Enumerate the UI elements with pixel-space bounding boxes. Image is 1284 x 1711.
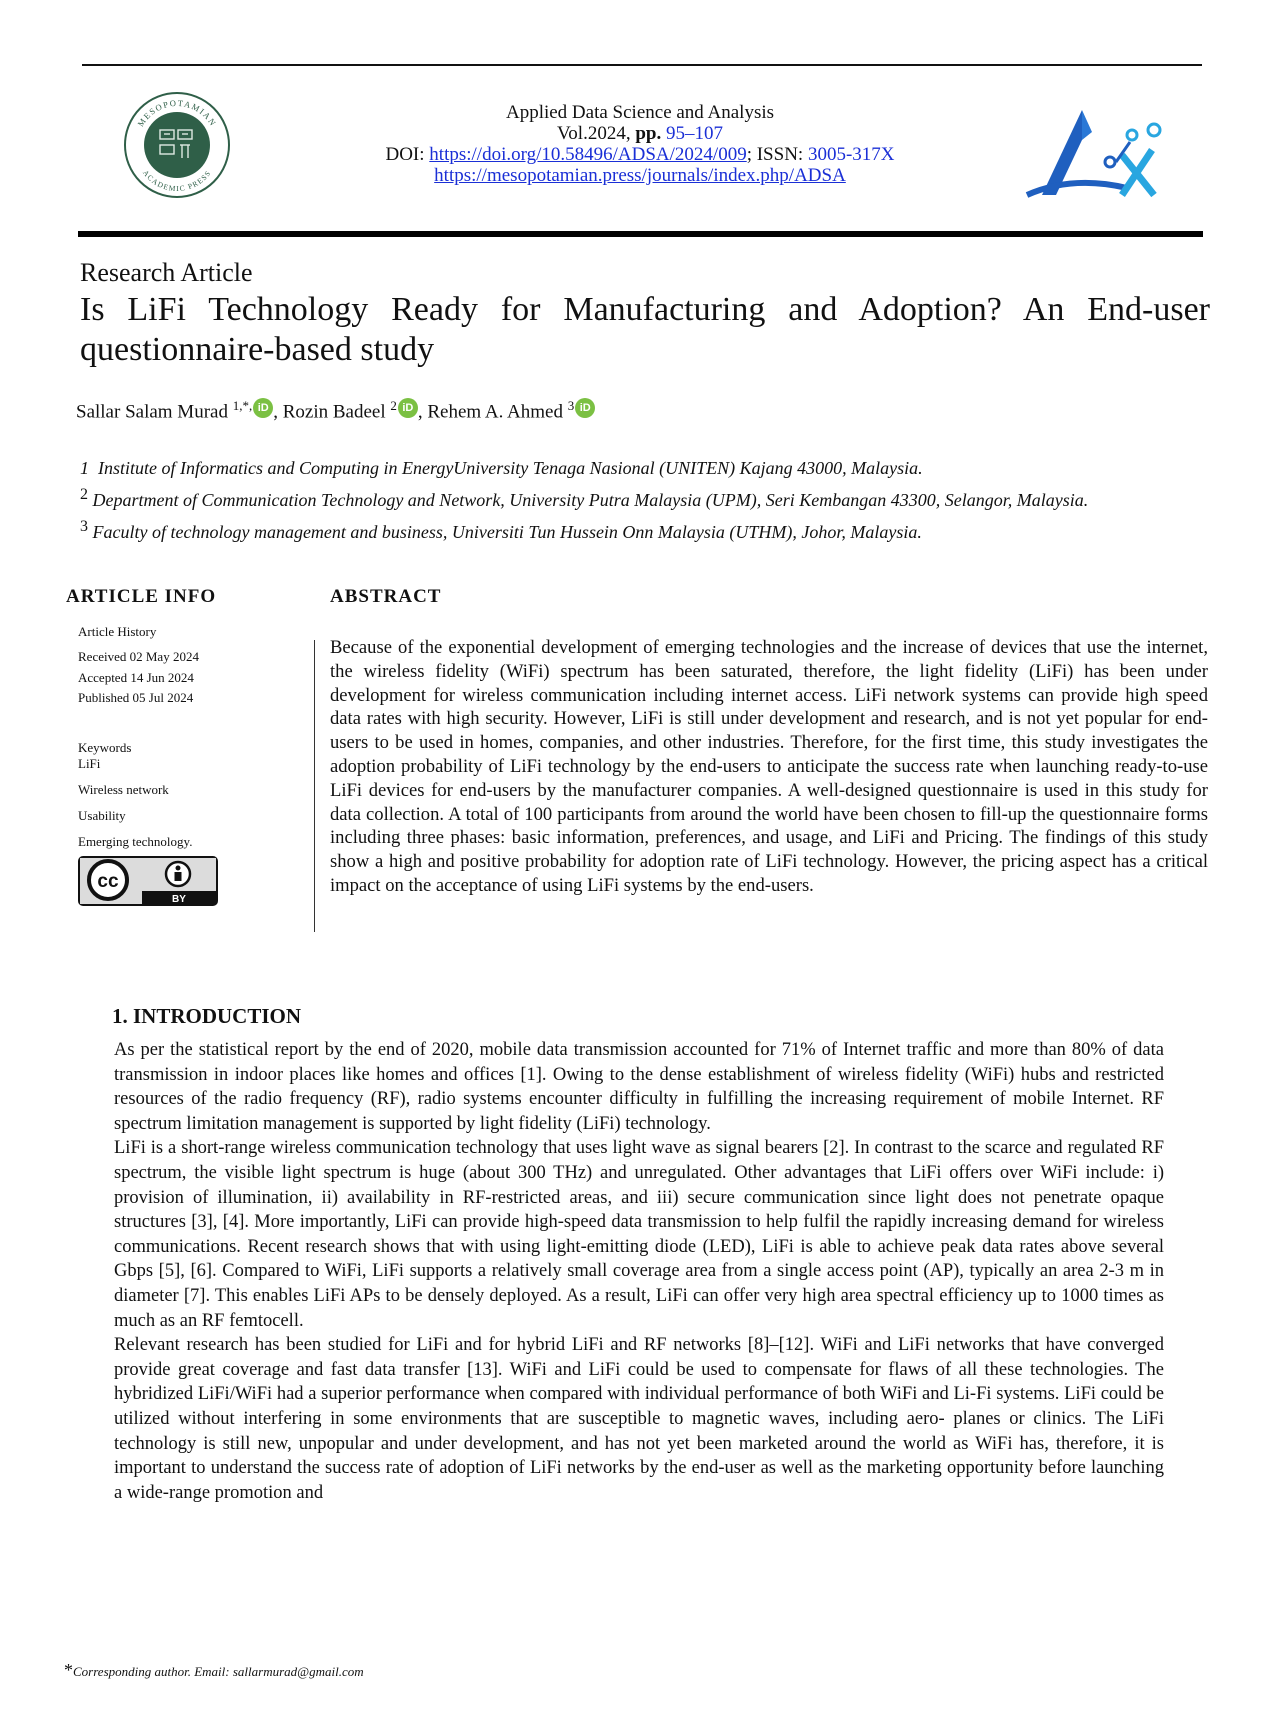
cc-badge-graphic	[80, 858, 216, 904]
affiliation-number: 3	[80, 518, 88, 535]
logo-bottom-text: ACADEMIC PRESS	[141, 168, 213, 194]
paragraph: As per the statistical report by the end of 2020, mobile data transmission accounted for 71% of Internet traffic and more than 80% of data transmission in indoor places like homes and offices [1]. Owing to the dense establishment of wireless fidelity (WiFi) hubs and restricted resources of the radio frequency (RF), radio systems encounter difficulty in fulfilling the increasing requirement of mobile Internet. RF spectrum limitation management is supported by light fidelity (LiFi) technology.	[114, 1040, 1164, 1134]
corresponding-author-footnote	[64, 1660, 364, 1681]
doi-label: DOI:	[385, 144, 430, 165]
cc-by-license-icon[interactable]	[78, 856, 218, 906]
keyword: Usability	[78, 808, 126, 823]
by-text: BY	[172, 894, 186, 904]
orcid-icon[interactable]: iD	[398, 398, 418, 418]
issn-value: 3005-317X	[807, 144, 895, 165]
pp-label: pp.	[635, 123, 662, 144]
author-affiliation-mark: 1,*,	[232, 398, 253, 413]
abstract-heading: ABSTRACT	[330, 586, 442, 607]
received-date: Received 02 May 2024	[78, 649, 199, 664]
history-label: Article History	[78, 624, 157, 639]
author-affiliation-mark: 2	[390, 398, 397, 413]
keywords-label: Keywords	[78, 740, 132, 755]
article-title: Is LiFi Technology Ready for Manufacturing and Adoption? An End-user questionnaire-based study	[80, 291, 1210, 368]
author-name: , Rehem A. Ahmed	[417, 401, 568, 423]
journal-info	[330, 102, 950, 186]
article-type: Research Article	[80, 258, 253, 287]
orcid-icon[interactable]: iD	[253, 398, 273, 418]
footnote-star: *	[64, 1660, 73, 1680]
journal-name: Applied Data Science and Analysis	[505, 102, 775, 123]
cc-text: cc	[97, 871, 119, 892]
paragraph: Relevant research has been studied for LiFi and for hybrid LiFi and RF networks [8]–[12]. WiFi and LiFi networks that have converged provide great coverage and fast data transfer [13]. WiFi and LiFi could be used to compensate for flaws of all these technologies. The hybridized LiFi/WiFi had a superior performance when compared with individual performance of both WiFi and Li-Fi systems. LiFi could be utilized without interfering in some environments that are susceptible to magnetic waves, including aero- planes or clinics. The LiFi technology is still new, unpopular and under development, and has not yet been marketed around the world as WiFi has, therefore, it is important to understand the success rate of adoption of LiFi networks by the end-user as well as the marketing opportunity before launching a wide-range promotion and	[114, 1335, 1164, 1503]
introduction-body	[114, 1038, 1164, 1505]
affiliation-text: Faculty of technology management and business, Universiti Tun Hussein Onn Malaysia (UTHM), Johor, Malaysia.	[92, 522, 922, 542]
keyword: LiFi	[78, 756, 101, 771]
header-rule	[82, 64, 1202, 66]
journal-doi-line	[330, 144, 950, 165]
logo-top-text: MESOPOTAMIAN	[135, 97, 219, 129]
article-info-heading: ARTICLE INFO	[66, 586, 217, 607]
affiliation-1	[80, 458, 923, 479]
keyword: Wireless network	[78, 782, 169, 797]
affiliation-3	[80, 518, 922, 543]
accepted-date: Accepted 14 Jun 2024	[78, 670, 194, 685]
author-name: Sallar Salam Murad	[76, 401, 233, 423]
affiliation-2	[80, 486, 1088, 511]
author-list	[76, 398, 595, 423]
header-divider	[78, 231, 1203, 237]
abstract-divider	[314, 640, 315, 932]
doi-link[interactable]: https://doi.org/10.58496/ADSA/2024/009	[429, 144, 747, 165]
adsa-logo	[1022, 100, 1172, 210]
footnote-text: Corresponding author. Email: sallarmurad@gmail.com	[73, 1664, 364, 1679]
journal-url-link[interactable]: https://mesopotamian.press/journals/index.php/ADSA	[434, 165, 846, 186]
orcid-icon[interactable]: iD	[575, 398, 595, 418]
affiliation-text: Institute of Informatics and Computing in EnergyUniversity Tenaga Nasional (UNITEN) Kajang 43000, Malaysia.	[98, 458, 923, 478]
seal-icon	[122, 90, 232, 200]
affiliation-number: 1	[80, 458, 89, 478]
adsa-logo-icon	[1022, 100, 1172, 210]
journal-volume	[330, 123, 950, 144]
author-affiliation-mark: 3	[567, 398, 575, 413]
page-range: 95–107	[661, 123, 723, 144]
published-date: Published 05 Jul 2024	[78, 690, 194, 705]
mesopotamian-press-logo	[122, 90, 232, 200]
affiliation-number: 2	[80, 486, 88, 503]
paragraph: LiFi is a short-range wireless communication technology that uses light wave as signal bearers [2]. In contrast to the scarce and regulated RF spectrum, the visible light spectrum is huge (about 300 THz) and unregulated. Other advantages that LiFi offers over WiFi include: i) provision of illumination, ii) availability in RF-restricted areas, and iii) secure communication since light does not penetrate opaque structures [3], [4]. More importantly, LiFi can provide high-speed data transmission to help fulfil the rapidly increasing demand for wireless communications. Recent research shows that with using light-emitting diode (LED), LiFi is able to achieve peak data rates above several Gbps [5], [6]. Compared to WiFi, LiFi supports a relatively small coverage area from a single access point (AP), typically an area 2-3 m in diameter [7]. This enables LiFi APs to be densely deployed. As a result, LiFi can offer very high area spectral efficiency up to 1000 times as much as an RF femtocell.	[114, 1138, 1164, 1331]
affiliation-text: Department of Communication Technology and Network, University Putra Malaysia (UPM), Seri Kembangan 43300, Selangor, Malaysia.	[92, 490, 1089, 510]
keyword: Emerging technology.	[78, 834, 193, 849]
introduction-heading: 1. INTRODUCTION	[112, 1004, 302, 1028]
author-name: , Rozin Badeel	[273, 401, 391, 423]
volume-text: Vol.2024,	[557, 123, 636, 144]
issn-label: ; ISSN:	[746, 144, 808, 165]
abstract-text: Because of the exponential development of emerging technologies and the increase of devices that use the internet, the wireless fidelity (WiFi) spectrum has been saturated, therefore, the light fidelity (LiFi) has been under development for wireless communication including internet access. LiFi network systems can provide high speed data rates with high security. However, LiFi is still under development and research, and is not yet popular for end-users to be used in homes, companies, and other industries. Therefore, for the first time, this study investigates the adoption probability of LiFi technology by the end-users to anticipate the success rate when launching ready-to-use LiFi devices for end-users by the manufacturer companies. A well-designed questionnaire is used in this study for data collection. A total of 100 participants from around the world have been chosen to fill-up the questionnaire forms including three phases: basic information, preferences, and usage, and LiFi and Pricing. The findings of this study show a high and positive probability for adoption rate of LiFi technology. However, the pricing aspect has a critical impact on the acceptance of using LiFi systems by the end-users.	[330, 637, 1208, 896]
